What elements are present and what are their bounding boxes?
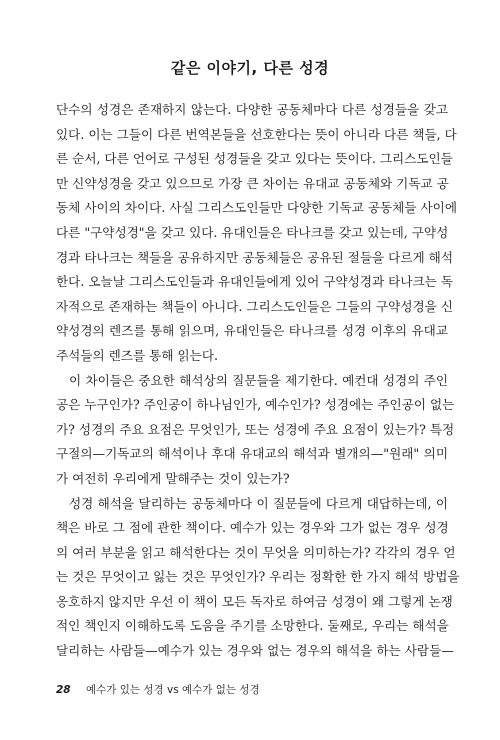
page-number: 28: [56, 684, 71, 696]
text-line: 책은 바로 그 점에 관한 책이다. 예수가 있는 경우와 그가 없는 경우 성경: [56, 520, 449, 536]
text-line: 구절의—기독교의 해석이나 후대 유대교의 해석과 별개의—"원래" 의미: [56, 446, 448, 462]
text-line: 경과 타나크는 책들을 공유하지만 공동체들은 공유된 절들을 다르게 해석: [56, 249, 453, 265]
paragraph-2: [56, 369, 455, 492]
text-line: 자적으로 존재하는 책들이 아니다. 그리스도인들은 그들의 구약성경을 신: [56, 298, 453, 314]
text-line: 주석들의 렌즈를 통해 읽는다.: [56, 347, 218, 363]
text-line: 달리하는 사람들—예수가 있는 경우와 없는 경우의 해석을 하는 사람들—: [56, 643, 454, 659]
section-heading: 같은 이야기, 다른 성경: [170, 59, 330, 77]
text-line: 의 여러 부분을 읽고 해석한다는 것이 무엇을 의미하는가? 각각의 경우 얻: [56, 544, 456, 560]
text-line: 가? 성경의 주요 요점은 무엇인가, 또는 성경에 주요 요점이 있는가? 특정: [56, 421, 455, 437]
text-line: 한다. 오늘날 그리스도인들과 유대인들에게 있어 구약성경과 타나크는 독: [56, 274, 453, 290]
text-line: 른 순서, 다른 언어로 구성된 성경들을 갖고 있다는 뜻이다. 그리스도인들: [56, 151, 453, 167]
text-line: 이 차이들은 중요한 해석상의 질문들을 제기한다. 예컨대 성경의 주인: [69, 372, 448, 388]
text-line: 약성경의 렌즈를 통해 읽으며, 유대인들은 타나크를 성경 이후의 유대교: [56, 323, 448, 339]
text-line: 가 여전히 우리에게 말해주는 것이 있는가?: [56, 470, 290, 486]
text-line: 다른 "구약성경"을 갖고 있다. 유대인들은 타나크를 갖고 있는데, 구약성: [56, 224, 449, 240]
text-line: 있다. 이는 그들이 다른 번역본들을 선호한다는 뜻이 아니라 다른 책들, 다: [56, 126, 457, 142]
page-footer: [56, 682, 260, 697]
text-line: 는 것은 무엇이고 잃는 것은 무엇인가? 우리는 정확한 한 가지 해석 방법을: [56, 569, 460, 585]
text-line: 적인 책인지 이해하도록 도움을 주기를 소망한다. 둘째로, 우리는 해석을: [56, 618, 449, 634]
text-line: 공은 누구인가? 주인공이 하나님인가, 예수인가? 성경에는 주인공이 없는: [56, 397, 455, 413]
text-line: 성경 해석을 달리하는 공동체마다 이 질문들에 다르게 대답하는데, 이: [69, 495, 448, 511]
body-text: [56, 98, 460, 664]
running-title: 예수가 있는 성경 vs 예수가 없는 성경: [85, 684, 260, 696]
text-line: 만 신약성경을 갖고 있으므로 가장 큰 차이는 유대교 공동체와 기독교 공: [56, 175, 449, 191]
paragraph-1: [56, 98, 457, 369]
text-line: 동체 사이의 차이다. 사실 그리스도인들만 다양한 기독교 공동체들 사이에: [56, 200, 457, 216]
text-line: 단수의 성경은 존재하지 않는다. 다양한 공동체마다 다른 성경들을 갖고: [56, 102, 448, 117]
text-line: 옹호하지 않지만 우선 이 책이 모든 독자로 하여금 성경이 왜 그렇게 논쟁: [56, 593, 453, 609]
paragraph-3: [56, 492, 460, 664]
